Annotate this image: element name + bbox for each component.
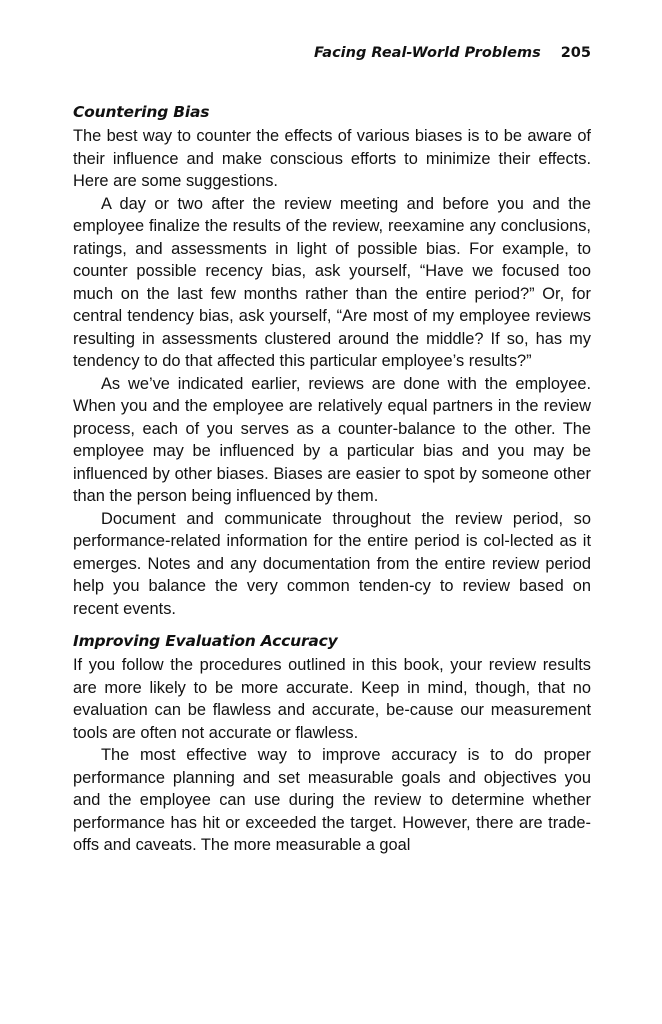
body-paragraph: Document and communicate throughout the review period, so performance-related information for the entire period is col-lected as it emerges. Notes and any documentation from the entire review period help you balance the very common tenden-cy to review based on recent events. (73, 509, 591, 618)
body-paragraph: A day or two after the review meeting and before you and the employee finalize the results of the review, reexamine any conclusions, ratings, and assessments in light of possible bias. For example, to counter possible recency bias, ask yourself, “Have we focused too much on the last few months rather than the entire period?” Or, for central tendency bias, ask yourself, “Are most of my employee reviews resulting in assessments clustered around the middle? If so, has my tendency to do that affected this particular employee’s results?” (73, 194, 591, 370)
body-paragraph: As we’ve indicated earlier, reviews are done with the employee. When you and the employee are relatively equal partners in the review process, each of you serves as a counter-balance to the other. The employee may be influenced by a particular bias and you may be influenced by other biases. Biases are easier to spot by someone other than the person being influenced by them. (73, 374, 591, 505)
body-paragraph: The best way to counter the effects of various biases is to be aware of their influence and make conscious efforts to minimize their effects. Here are some suggestions. (73, 127, 591, 190)
body-paragraph: The most effective way to improve accuracy is to do proper performance planning and set measurable goals and objectives you and the employee can use during the review to determine whether performance has hit or exceeded the target. However, there are trade-offs and caveats. The more measurable a goal (73, 746, 591, 854)
page-number: 205 (560, 45, 591, 61)
section-heading-countering-bias: Countering Bias (73, 103, 210, 121)
body-paragraph: If you follow the procedures outlined in this book, your review results are more likely to be more accurate. Keep in mind, though, that no evaluation can be flawless and accurate, be-cause our measurement tools are often not accurate or flawless. (73, 656, 591, 742)
running-header (73, 42, 591, 64)
running-header-title: Facing Real-World Problems (314, 45, 541, 61)
book-page (73, 42, 591, 857)
section-heading-improving-evaluation-accuracy: Improving Evaluation Accuracy (73, 632, 338, 650)
